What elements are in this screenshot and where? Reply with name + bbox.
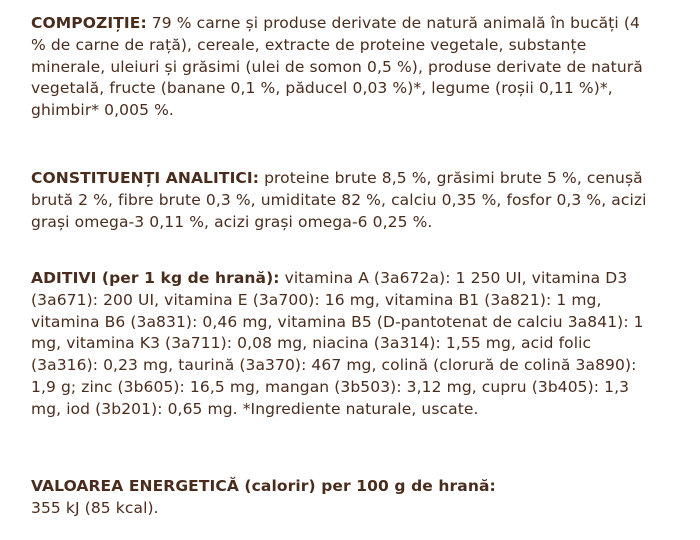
analytical-text: proteine brute 8,5 %, grăsimi brute 5 %, cenușă brută 2 %, fibre brute 0,3 %, umiditate 82 %, calciu 0,35 %, fosfor 0,3 %, acizi grași omega-3 0,11 %, acizi grași omega-6 0,25 %. — [31, 169, 647, 231]
composition-section — [31, 13, 656, 122]
composition-text: 79 % carne și produse derivate de natură animală în bucăți (4 % de carne de rață), cereale, extracte de proteine vegetale, substanțe minerale, uleiuri și grăsimi (ulei de somon 0,5 %), produse derivate de natură vegetală, fructe (banane 0,1 %, păducel 0,03 %)*, legume (roșii 0,11 %)*, ghimbir* 0,005 %. — [31, 14, 643, 120]
additives-text: vitamina A (3a672a): 1 250 UI, vitamina D3 (3a671): 200 UI, vitamina E (3a700): 16 mg, vitamina B1 (3a821): 1 mg, vitamina B6 (3a831): 0,46 mg, vitamina B5 (D-pantotenat de calciu 3a841): 1 mg, vitamina K3 (3a711): 0,08 mg, niacina (3a314): 1,55 mg, acid folic (3a316): 0,23 mg, taurină (3a370): 467 mg, colină (clorură de colină 3a890): 1,9 g; zinc (3b605): 16,5 mg, mangan (3b503): 3,12 mg, cupru (3b405): 1,3 mg, iod (3b201): 0,65 mg. *Ingrediente naturale, uscate. — [31, 269, 644, 418]
analytical-heading: CONSTITUENȚI ANALITICI: — [31, 169, 260, 187]
energy-text: 355 kJ (85 kcal). — [31, 498, 159, 517]
energy-value-section — [31, 476, 656, 520]
composition-heading: COMPOZIȚIE: — [31, 14, 147, 32]
additives-section — [31, 268, 656, 421]
additives-heading: ADITIVI (per 1 kg de hrană): — [31, 269, 280, 287]
energy-heading: VALOAREA ENERGETICĂ (calorir) per 100 g de hrană: — [31, 477, 496, 495]
analytical-constituents-section — [31, 168, 656, 233]
